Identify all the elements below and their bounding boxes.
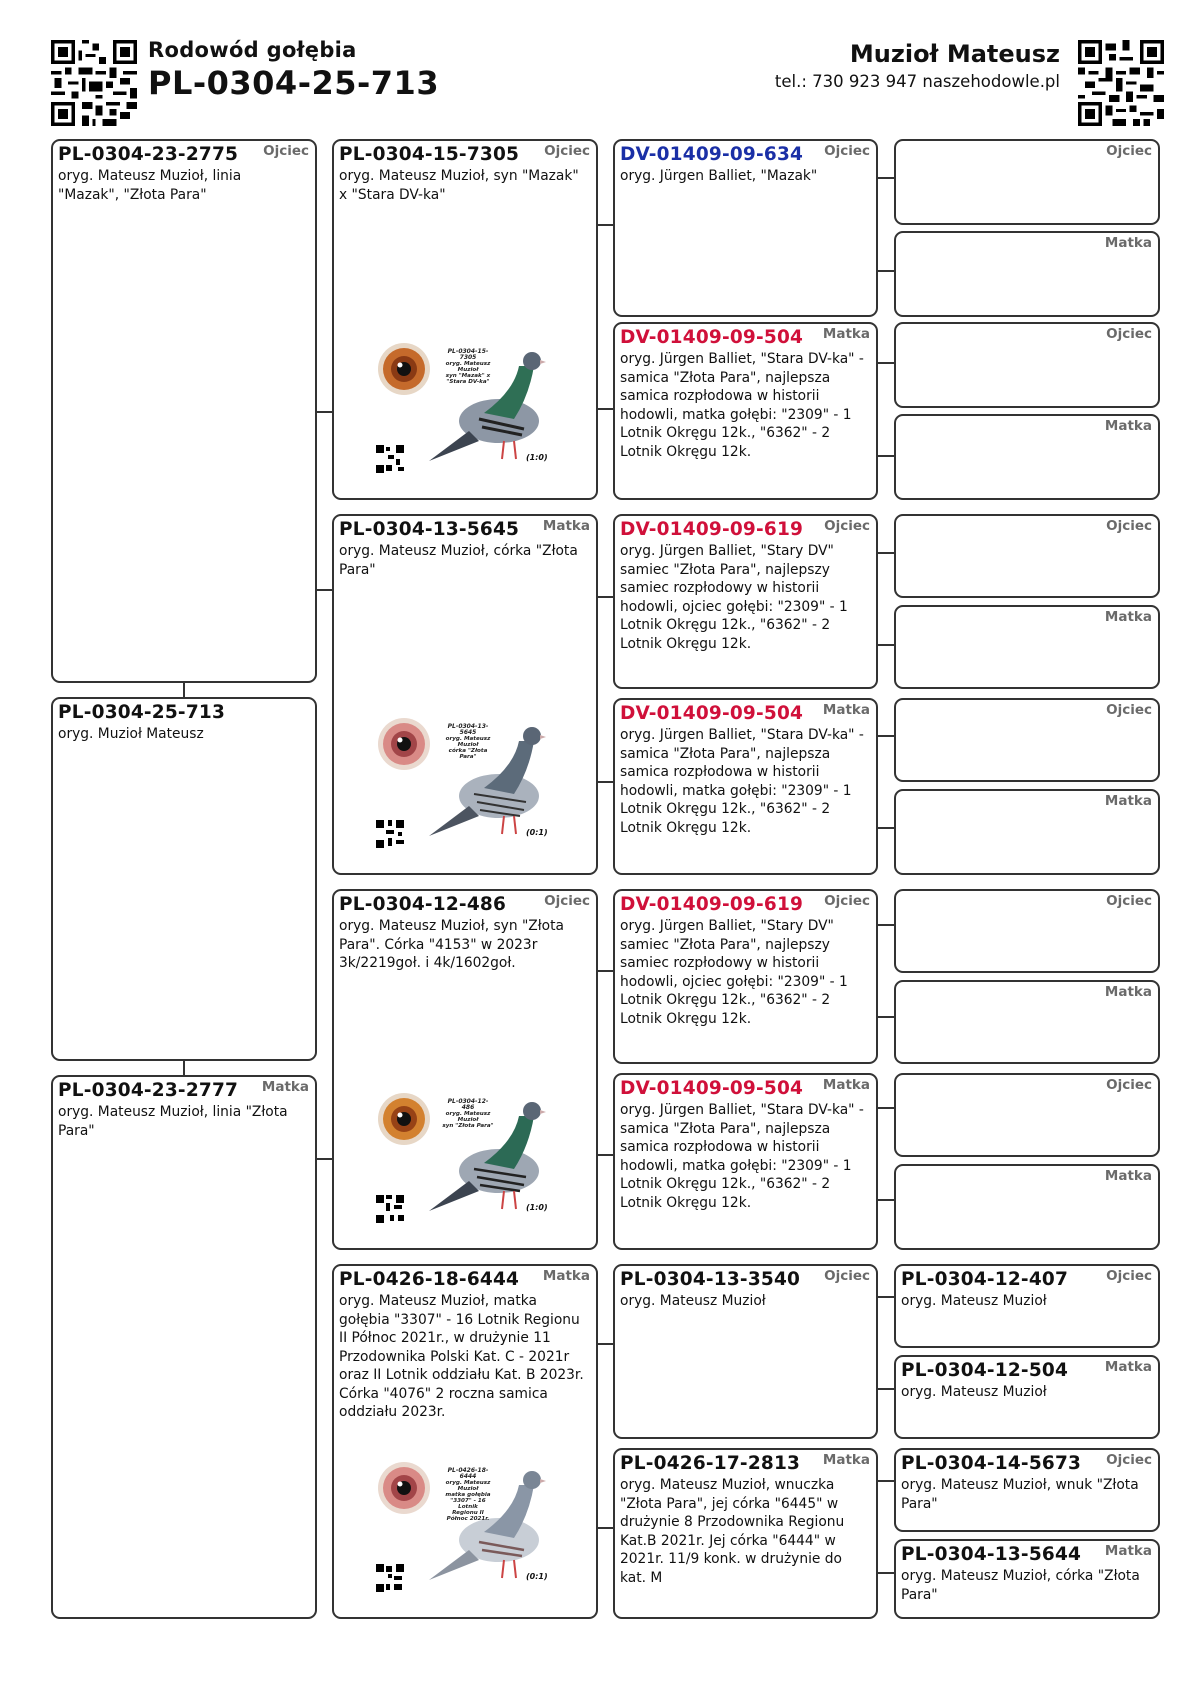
role-label: Matka [822,1452,870,1468]
pedigree-card-mmm[interactable] [613,1448,878,1619]
pedigree-card-g4-6[interactable] [894,605,1160,689]
owner-name: Muzioł Mateusz [849,40,1060,68]
ring-number: PL-0304-12-504 [901,1360,1069,1381]
photo-caption: PL-0426-18-6444 oryg. Mateusz Muzioł matka gołębia "3307" - 16 Lotnik Regionu II Północ 2021r. [445,1467,491,1522]
role-label: Matka [822,702,870,718]
ring-number: PL-0426-17-2813 [620,1453,801,1474]
pigeon-photo [374,1091,549,1231]
pedigree-card-g4-15[interactable] [894,1448,1160,1532]
description: oryg. Muzioł Mateusz [58,726,204,742]
role-label: Matka [822,1077,870,1093]
pedigree-card-g4-3[interactable] [894,322,1160,408]
pigeon-photo [374,341,549,481]
pedigree-card-g4-7[interactable] [894,698,1160,782]
ring-number: PL-0304-14-5673 [901,1453,1082,1474]
role-label: Ojciec [1106,326,1152,342]
pedigree-card-fff[interactable] [613,139,878,317]
pedigree-card-g4-14[interactable] [894,1355,1160,1439]
role-label: Ojciec [1106,1077,1152,1093]
photo-ratio: (0:1) [526,1572,548,1581]
pigeon-photo [374,716,549,856]
description: oryg. Mateusz Muzioł, matka gołębia "3307" - 16 Lotnik Regionu II Północ 2021r., w drużynie 11 Przodownika Polski Kat. C - 2021r oraz II Lotnik oddziału Kat. B 2023r. Córka "4076" 2 roczna samica oddziału 2023r. [339,1293,584,1420]
photo-caption: PL-0304-15-7305 oryg. Mateusz Muzioł syn "Mazak" x "Stara DV-ka" [445,348,491,385]
role-label: Matka [1104,418,1152,434]
ring-number: PL-0304-25-713 [58,702,226,723]
role-label: Matka [542,1268,590,1284]
pedigree-card-ff[interactable] [332,139,598,500]
pedigree-card-g4-8[interactable] [894,789,1160,875]
ring-number: PL-0304-13-5645 [339,519,520,540]
ring-number: DV-01409-09-619 [620,519,804,540]
pedigree-card-g4-2[interactable] [894,231,1160,317]
role-label: Ojciec [1106,143,1152,159]
pedigree-card-father[interactable] [51,139,317,683]
pedigree-card-g4-11[interactable] [894,1073,1160,1157]
owner-info [775,40,1060,91]
pedigree-card-g4-10[interactable] [894,980,1160,1064]
ring-number: DV-01409-09-504 [620,327,804,348]
photo-caption: PL-0304-12-486 oryg. Mateusz Muzioł syn "Złota Para" [442,1098,494,1129]
ring-number: DV-01409-09-619 [620,894,804,915]
description: oryg. Jürgen Balliet, "Stara DV-ka" - samica "Złota Para", najlepsza samica rozpłodowa w historii hodowli, matka gołębi: "2309" - 1 Lotnik Okręgu 12k., "6362" - 2 Lotnik Okręgu 12k. [620,1102,864,1211]
description: oryg. Mateusz Muzioł, syn "Złota Para". Córka "4153" w 2023r 3k/2219goł. i 4k/1602goł. [339,918,564,971]
description: oryg. Mateusz Muzioł, córka "Złota Para" [901,1568,1140,1603]
pedigree-card-mf[interactable] [332,889,598,1250]
ring-number: PL-0304-12-407 [901,1269,1069,1290]
role-label: Matka [1104,793,1152,809]
document-ring-number: PL-0304-25-713 [148,64,440,102]
description: oryg. Jürgen Balliet, "Stary DV" samiec "Złota Para", najlepszy samiec rozpłodowy w historii hodowli, ojciec gołębi: "2309" - 1 Lotnik Okręgu 12k., "6362" - 2 Lotnik Okręgu 12k. [620,918,848,1027]
pedigree-card-g4-5[interactable] [894,514,1160,598]
pedigree-card-g4-12[interactable] [894,1164,1160,1250]
pedigree-card-mmf[interactable] [613,1264,878,1439]
description: oryg. Mateusz Muzioł, linia "Złota Para" [58,1104,288,1139]
qr-code-right [1078,40,1164,126]
description: oryg. Mateusz Muzioł, syn "Mazak" x "Stara DV-ka" [339,168,579,203]
description: oryg. Jürgen Balliet, "Stara DV-ka" - samica "Złota Para", najlepsza samica rozpłodowa w historii hodowli, matka gołębi: "2309" - 1 Lotnik Okręgu 12k., "6362" - 2 Lotnik Okręgu 12k. [620,351,864,460]
description: oryg. Mateusz Muzioł [901,1293,1047,1309]
role-label: Ojciec [824,893,870,909]
role-label: Matka [1104,1359,1152,1375]
pedigree-card-g4-9[interactable] [894,889,1160,973]
description: oryg. Jürgen Balliet, "Stara DV-ka" - samica "Złota Para", najlepsza samica rozpłodowa w historii hodowli, matka gołębi: "2309" - 1 Lotnik Okręgu 12k., "6362" - 2 Lotnik Okręgu 12k. [620,727,864,836]
description: oryg. Mateusz Muzioł, wnuk "Złota Para" [901,1477,1139,1512]
role-label: Matka [1104,984,1152,1000]
role-label: Ojciec [824,1268,870,1284]
description: oryg. Mateusz Muzioł, córka "Złota Para" [339,543,578,578]
role-label: Matka [542,518,590,534]
document-heading [148,38,439,102]
role-label: Ojciec [1106,1268,1152,1284]
ring-number: DV-01409-09-504 [620,1078,804,1099]
ring-number: PL-0304-13-3540 [620,1269,801,1290]
pedigree-card-ffm[interactable] [613,322,878,500]
description: oryg. Jürgen Balliet, "Stary DV" samiec "Złota Para", najlepszy samiec rozpłodowy w historii hodowli, ojciec gołębi: "2309" - 1 Lotnik Okręgu 12k., "6362" - 2 Lotnik Okręgu 12k. [620,543,848,652]
pedigree-card-subject[interactable] [51,697,317,1061]
role-label: Matka [1104,235,1152,251]
role-label: Matka [1104,1168,1152,1184]
ring-number: DV-01409-09-634 [620,144,804,165]
role-label: Ojciec [1106,1452,1152,1468]
ring-number: PL-0304-12-486 [339,894,507,915]
role-label: Matka [1104,1543,1152,1559]
photo-ratio: (1:0) [526,453,548,462]
description: oryg. Mateusz Muzioł, wnuczka "Złota Para", jej córka "6445" w drużynie 8 Przodownika Regionu Kat.B 2021r. Jej córka "6444" w 2021r. 11/9 konk. w drużynie do kat. M [620,1477,845,1586]
photo-caption: PL-0304-13-5645 oryg. Mateusz Muzioł córka "Złota Para" [445,723,491,760]
pedigree-card-g4-4[interactable] [894,414,1160,500]
role-label: Matka [822,326,870,342]
pedigree-card-g4-13[interactable] [894,1264,1160,1348]
description: oryg. Mateusz Muzioł [901,1384,1047,1400]
pedigree-card-mfm[interactable] [613,1073,878,1250]
pedigree-card-g4-1[interactable] [894,139,1160,225]
ring-number: PL-0304-23-2777 [58,1080,239,1101]
pedigree-card-mff[interactable] [613,889,878,1064]
description: oryg. Jürgen Balliet, "Mazak" [620,168,818,184]
ring-number: PL-0304-13-5644 [901,1544,1082,1565]
document-type: Rodowód gołębia [148,38,357,62]
role-label: Ojciec [1106,518,1152,534]
qr-code-left [51,40,137,126]
pigeon-photo [374,1460,549,1600]
pedigree-card-mm[interactable] [332,1264,598,1619]
ring-number: DV-01409-09-504 [620,703,804,724]
pedigree-card-g4-16[interactable] [894,1539,1160,1619]
description: oryg. Mateusz Muzioł [620,1293,766,1309]
pedigree-card-fm[interactable] [332,514,598,875]
description: oryg. Mateusz Muzioł, linia "Mazak", "Złota Para" [58,168,242,203]
role-label: Ojciec [1106,893,1152,909]
role-label: Ojciec [824,518,870,534]
role-label: Matka [261,1079,309,1095]
ring-number: PL-0304-23-2775 [58,144,239,165]
role-label: Ojciec [544,143,590,159]
role-label: Ojciec [263,143,309,159]
photo-ratio: (1:0) [526,1203,548,1212]
ring-number: PL-0304-15-7305 [339,144,520,165]
pedigree-card-mother[interactable] [51,1075,317,1619]
role-label: Ojciec [1106,702,1152,718]
pedigree-card-fmf[interactable] [613,514,878,689]
photo-ratio: (0:1) [526,828,548,837]
role-label: Ojciec [544,893,590,909]
owner-contact: tel.: 730 923 947 naszehodowle.pl [774,72,1060,91]
ring-number: PL-0426-18-6444 [339,1269,520,1290]
role-label: Ojciec [824,143,870,159]
role-label: Matka [1104,609,1152,625]
pedigree-card-fmm[interactable] [613,698,878,875]
